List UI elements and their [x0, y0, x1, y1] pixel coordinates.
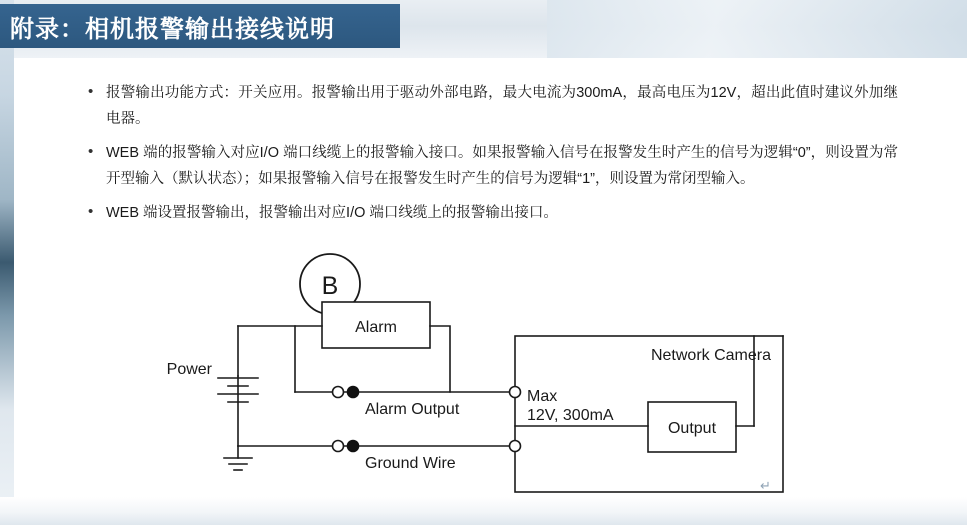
bullet-text: WEB 端的报警输入对应I/O 端口线缆上的报警输入接口。如果报警输入信号在报警发生时产生的信号为逻辑“0”，则设置为常开型输入（默认状态）；如果报警输入信号在报警发生时产生的信号为逻辑“1”，则设置为常闭型输入。: [106, 145, 898, 187]
connector-open-top: [333, 387, 344, 398]
terminal-alarm-output: [510, 387, 521, 398]
bullet-text: WEB 端设置报警输出，报警输出对应I/O 端口线缆上的报警输出接口。: [106, 205, 558, 221]
bullet-list: [88, 80, 898, 234]
background-left-strip: [0, 0, 14, 525]
bullet-marker-icon: •: [88, 143, 94, 160]
wiring-diagram: [150, 236, 850, 506]
max-label-line2: 12V, 300mA: [527, 407, 614, 424]
connector-filled-bottom: [348, 441, 359, 452]
page-title: 附录：相机报警输出接线说明: [10, 15, 335, 43]
end-of-content-mark: ↵: [760, 478, 771, 493]
bullet-marker-icon: •: [88, 83, 94, 100]
connector-filled-top: [348, 387, 359, 398]
background-top-right-accent: [547, 0, 967, 58]
list-item: [88, 140, 898, 192]
connector-open-bottom: [333, 441, 344, 452]
list-item: [88, 200, 898, 226]
max-label-line1: Max: [527, 388, 558, 405]
alarm-output-label: Alarm Output: [365, 401, 460, 418]
output-box-label: Output: [667, 420, 717, 437]
slide-title-bar: [0, 4, 400, 48]
ground-wire-label: Ground Wire: [365, 455, 456, 472]
power-label: Power: [166, 361, 212, 378]
bullet-text: 报警输出功能方式：开关应用。报警输出用于驱动外部电路，最大电流为300mA，最高电压为12V，超出此值时建议外加继电器。: [106, 85, 898, 127]
network-camera-label: Network Camera: [650, 347, 771, 364]
alarm-box-label: Alarm: [355, 319, 397, 336]
bullet-marker-icon: •: [88, 203, 94, 220]
callout-label: B: [321, 272, 339, 300]
list-item: [88, 80, 898, 132]
terminal-ground: [510, 441, 521, 452]
